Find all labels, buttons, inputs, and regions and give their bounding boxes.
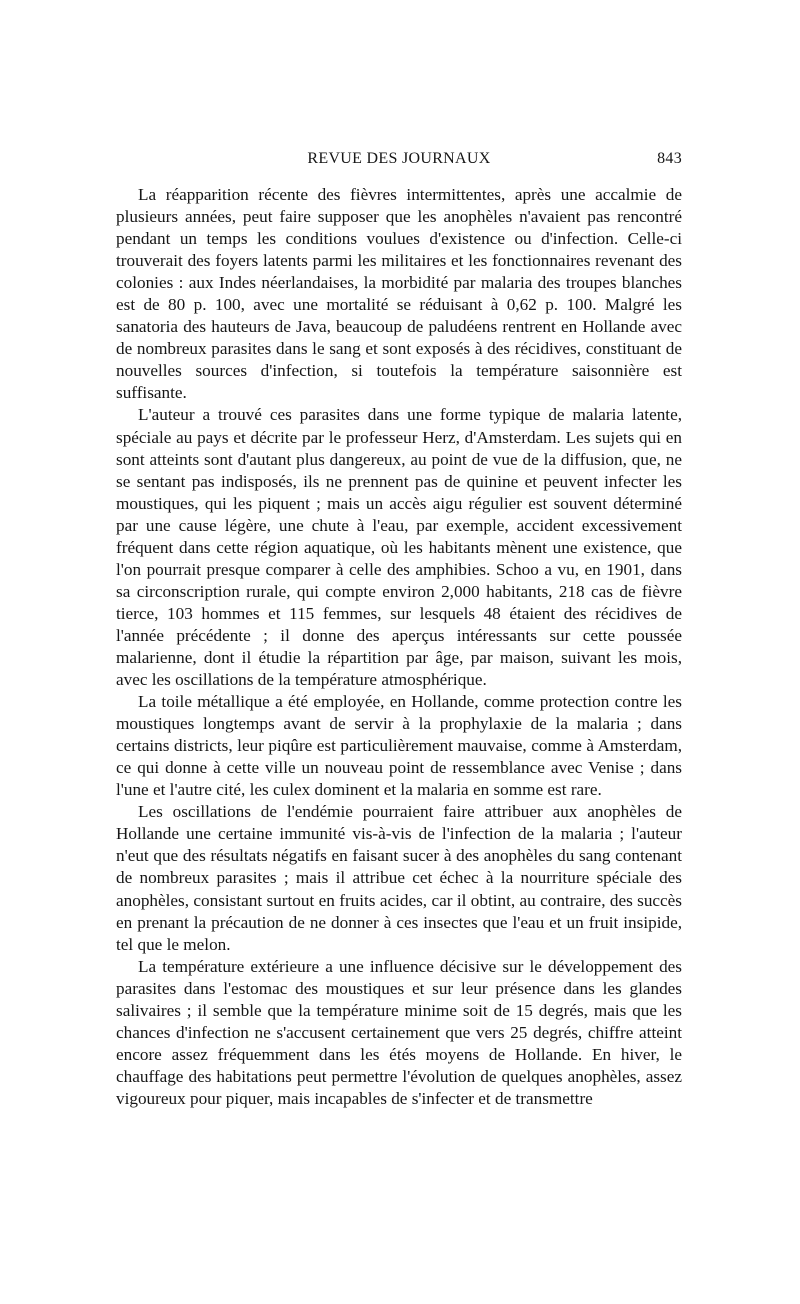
body-text [116,184,682,1110]
paragraph-2: L'auteur a trouvé ces parasites dans une forme typique de malaria latente, spéciale au pays et décrite par le professeur Herz, d'Amsterdam. Les sujets qui en sont atteints sont d'autant plus dangereux, au point de vue de la diffusion, que, ne se sentant pas indisposés, ils ne prennent pas de quinine et peuvent infecter les moustiques, qui les piquent ; mais un accès aigu régulier est souvent déterminé par une cause légère, une chute à l'eau, par exemple, accident excessivement fréquent dans cette région aquatique, où les habitants mènent une existence, que l'on pourrait presque comparer à celle des amphibies. Schoo a vu, en 1901, dans sa circonscription rurale, qui compte environ 2,000 habitants, 218 cas de fièvre tierce, 103 hommes et 115 femmes, sur lesquels 48 étaient des récidives de l'année précédente ; il donne des aperçus intéressants sur cette poussée malarienne, dont il étudie la répartition par âge, par maison, suivant les mois, avec les oscillations de la température atmosphérique. [116,405,682,690]
paragraph-4: Les oscillations de l'endémie pourraient faire attribuer aux anophèles de Hollande une certaine immunité vis-à-vis de l'infection de la malaria ; l'auteur n'eut que des résultats négatifs en faisant sucer à des anophèles du sang contenant de nombreux parasites ; mais il attribue cet échec à la nourriture spéciale des anophèles, consistant surtout en fruits acides, car il obtint, au contraire, des succès en prenant la précaution de ne donner à ces insectes que l'eau et un fruit insipide, tel que le melon. [116,802,682,954]
running-header [116,150,682,176]
page-number: 843 [657,150,682,167]
running-title: REVUE DES JOURNAUX [307,150,491,167]
document-page [116,150,682,1110]
paragraph-5: La température extérieure a une influence décisive sur le développement des parasites dans l'estomac des moustiques et sur leur présence dans les glandes salivaires ; il semble que la température minime soit de 15 degrés, mais que les chances d'infection ne s'accusent certainement que vers 25 degrés, chiffre atteint encore assez fréquemment dans les étés moyens de Hollande. En hiver, le chauffage des habitations peut permettre l'évolution de quelques anophèles, assez vigoureux pour piquer, mais incapables de s'infecter et de transmettre [116,956,682,1108]
paragraph-3: La toile métallique a été employée, en Hollande, comme protection contre les moustiques longtemps avant de servir à la prophylaxie de la malaria ; dans certains districts, leur piqûre est particulièrement mauvaise, comme à Amsterdam, ce qui donne à cette ville un nouveau point de ressemblance avec Venise ; dans l'une et l'autre cité, les culex dominent et la malaria en somme est rare. [116,692,682,800]
paragraph-1: La réapparition récente des fièvres intermittentes, après une accalmie de plusieurs années, peut faire supposer que les anophèles n'avaient pas rencontré pendant un temps les conditions voulues d'existence ou d'infection. Celle-ci trouverait des foyers latents parmi les militaires et les fonctionnaires revenant des colonies : aux Indes néerlandaises, la morbidité par malaria des troupes blanches est de 80 p. 100, avec une mortalité se réduisant à 0,62 p. 100. Malgré les sanatoria des hauteurs de Java, beaucoup de paludéens rentrent en Hollande avec de nombreux parasites dans le sang et sont exposés à des récidives, constituant de nouvelles sources d'infection, si toutefois la température saisonnière est suffisante. [116,185,682,403]
